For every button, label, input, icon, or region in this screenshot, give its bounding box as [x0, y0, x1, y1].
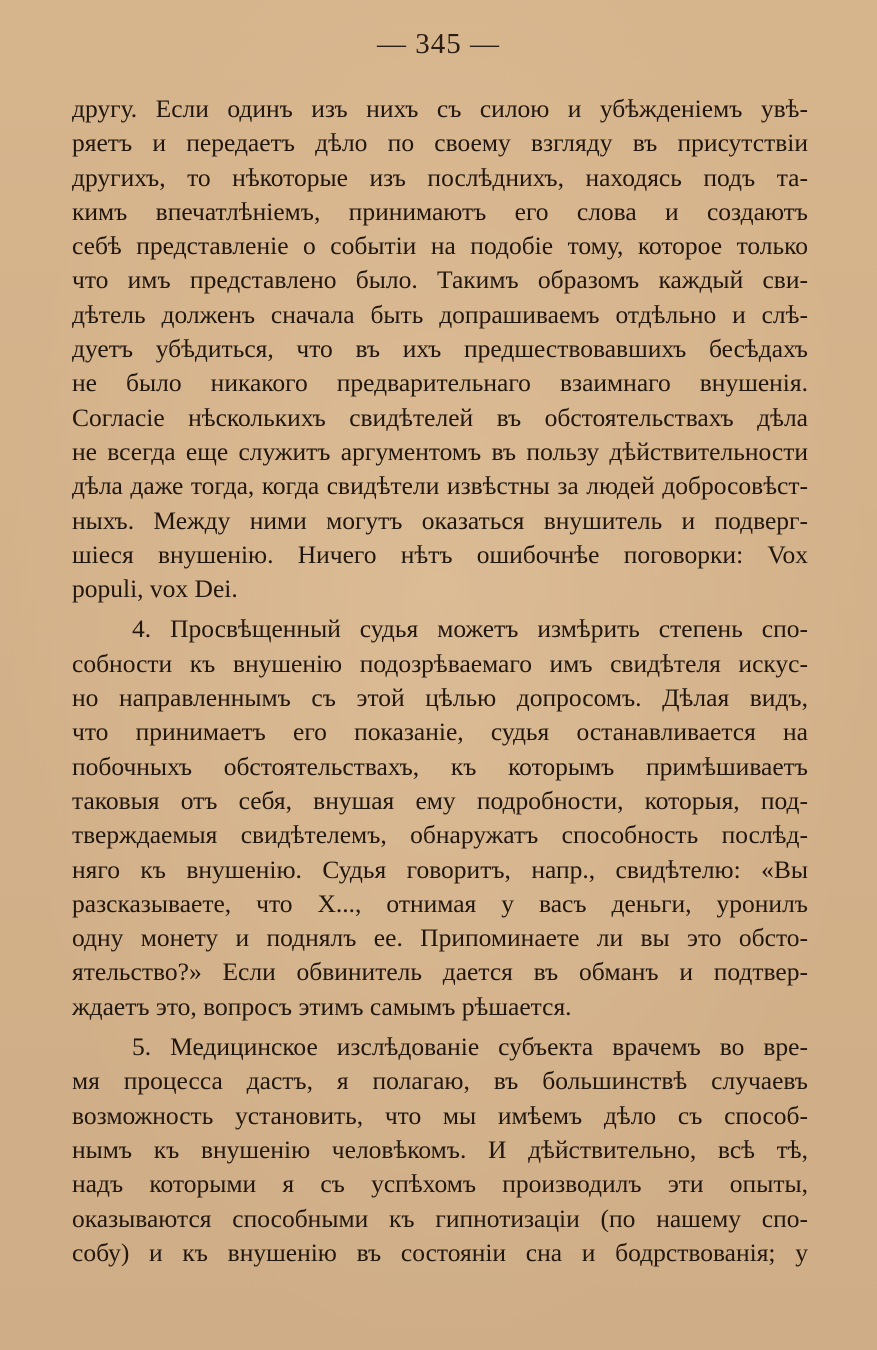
text-line: другу. Если одинъ изъ нихъ съ силою и убѣжденіемъ увѣ-	[72, 94, 808, 123]
text-line: собу) и къ внушенію въ состояніи сна и бодрствованія; у	[72, 1237, 808, 1267]
text-line: ряетъ и передаетъ дѣло по своему взгляду въ присутствіи	[72, 128, 808, 158]
text-line: собности къ внушенію подозрѣваемаго имъ свидѣтеля искус-	[72, 648, 808, 678]
text-line: побочныхъ обстоятельствахъ, къ которымъ примѣшиваетъ	[72, 751, 808, 781]
text-line: дѣла даже тогда, когда свидѣтели извѣстны за людей добросовѣст-	[72, 471, 808, 501]
text-line: Согласіе нѣсколькихъ свидѣтелей въ обстоятельствахъ дѣла	[72, 402, 808, 432]
text-line: ныхъ. Между ними могутъ оказаться внушитель и подверг-	[72, 505, 808, 535]
paragraph-1	[72, 92, 808, 606]
text-line: возможность установить, что мы имѣемъ дѣло съ способ-	[72, 1100, 808, 1130]
text-line: ятельство?» Если обвинитель дается въ обманъ и подтвер-	[72, 957, 808, 987]
text-line: 5. Медицинское изслѣдованіе субъекта врачемъ во вре-	[132, 1032, 808, 1062]
text-line: нымъ къ внушенію человѣкомъ. И дѣйствительно, всѣ тѣ,	[72, 1134, 808, 1164]
text-line: тверждаемыя свидѣтелемъ, обнаружатъ способность послѣд-	[72, 820, 808, 850]
text-line: дуетъ убѣдиться, что въ ихъ предшествовавшихъ бесѣдахъ	[72, 334, 808, 364]
text-line: ждаетъ это, вопросъ этимъ самымъ рѣшается.	[72, 991, 572, 1021]
text-line: шіеся внушенію. Ничего нѣтъ ошибочнѣе поговорки: Vox	[72, 539, 808, 569]
text-line: другихъ, то нѣкоторые изъ послѣднихъ, находясь подъ та-	[72, 162, 808, 192]
text-line: одну монету и поднялъ ее. Припоминаете ли вы это обсто-	[72, 923, 808, 953]
page-number: — 345 —	[377, 28, 500, 60]
text-line: что принимаетъ его показаніе, судья останавливается на	[72, 717, 808, 747]
text-line: надъ которыми я съ успѣхомъ производилъ эти опыты,	[72, 1169, 808, 1199]
page-body	[72, 92, 808, 1270]
text-line: таковыя отъ себя, внушая ему подробности, которыя, под-	[72, 785, 808, 815]
text-line: кимъ впечатлѣніемъ, принимаютъ его слова и создаютъ	[72, 196, 808, 226]
text-line: разсказываете, что X..., отнимая у васъ деньги, уронилъ	[72, 888, 808, 918]
text-line: няго къ внушенію. Судья говоритъ, напр., свидѣтелю: «Вы	[72, 854, 808, 884]
text-line: populi, vox Dei.	[72, 574, 238, 604]
text-line: не всегда еще служитъ аргументомъ въ пользу дѣйствительности	[72, 436, 808, 466]
text-line: не было никакого предварительнаго взаимнаго внушенія.	[72, 368, 808, 398]
paragraph-3	[72, 1030, 808, 1270]
text-line: дѣтель долженъ сначала быть допрашиваемъ отдѣльно и слѣ-	[72, 299, 808, 329]
text-line: 4. Просвѣщенный судья можетъ измѣрить степень спо-	[132, 614, 808, 644]
paragraph-2	[72, 612, 808, 1024]
text-line: но направленнымъ съ этой цѣлью допросомъ. Дѣлая видъ,	[72, 683, 808, 713]
text-line: что имъ представлено было. Такимъ образомъ каждый сви-	[72, 265, 808, 295]
text-line: себѣ представленіе о событіи на подобіе тому, которое только	[72, 231, 808, 261]
text-line: мя процесса дастъ, я полагаю, въ большинствѣ случаевъ	[72, 1066, 808, 1096]
text-line: оказываются способными къ гипнотизаціи (по нашему спо-	[72, 1203, 808, 1233]
